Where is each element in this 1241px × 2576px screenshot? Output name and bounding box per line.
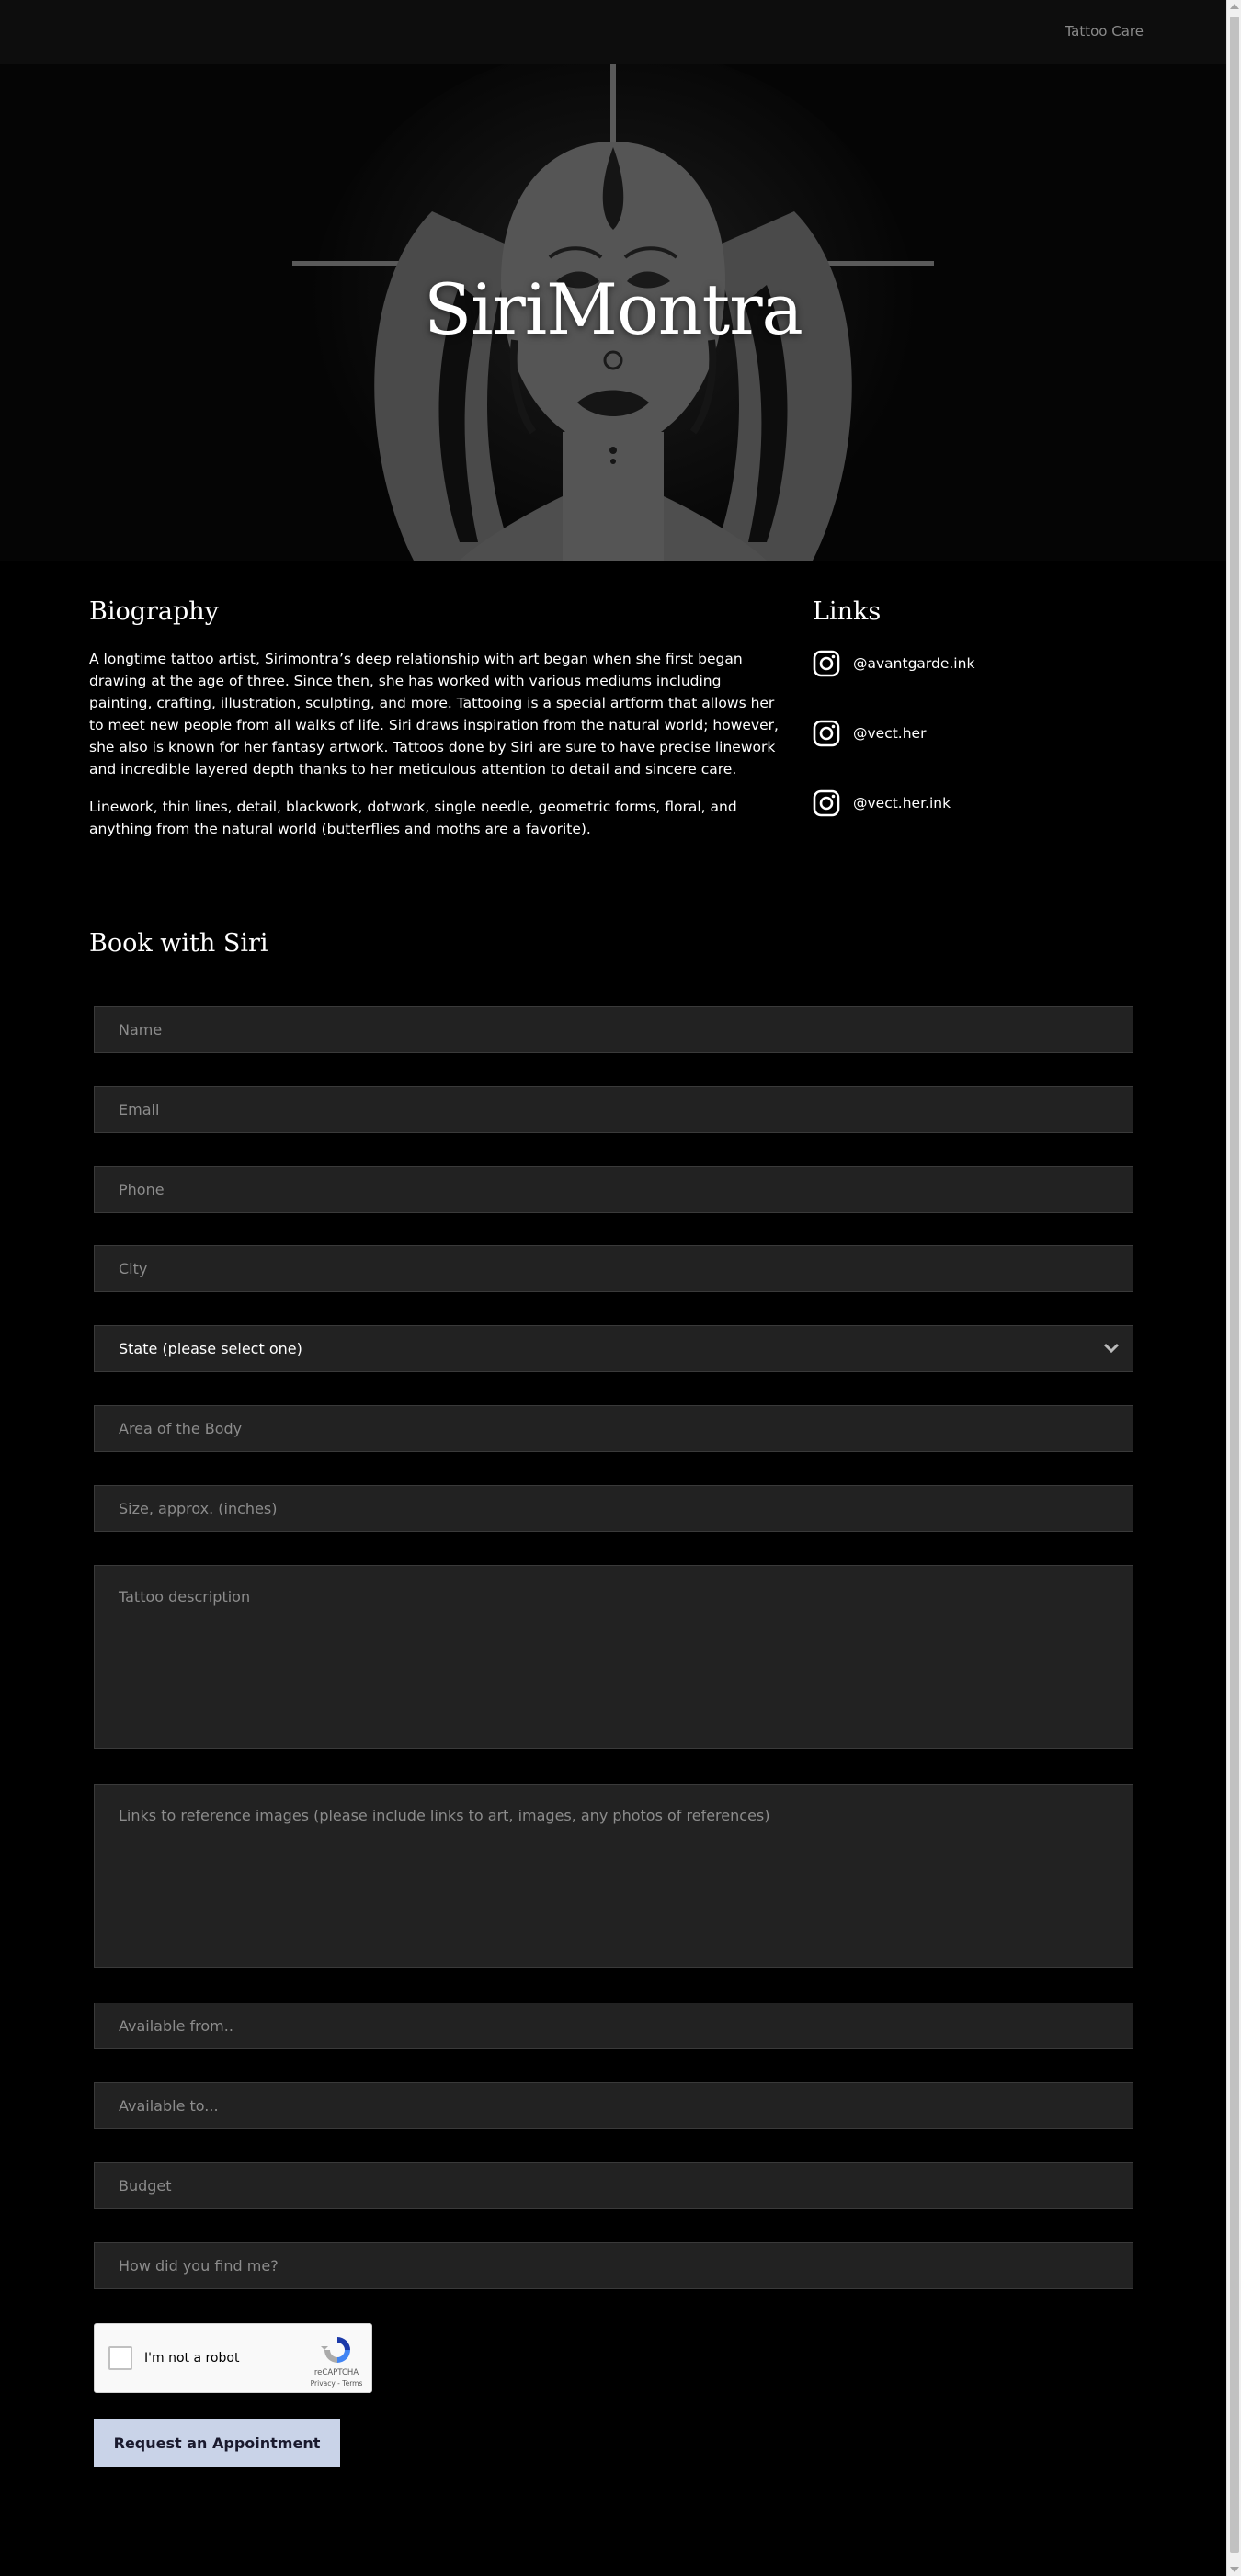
name-field[interactable] [94,1006,1133,1053]
phone-field[interactable] [94,1166,1133,1213]
scroll-down-icon[interactable] [1230,2567,1239,2572]
biography-text: A longtime tattoo artist, Sirimontra’s deep relationship with art began when she first began drawing at the age of three. Since then, she has worked with various mediums including painting, crafting, illustration, sculpting, and more. Tattooing is a special artform that allows her to meet new people from all walks of life. Siri draws inspiration from the natural world; however, she also is known for her fantasy artwork. Tattoos done by Siri are sure to have precise linework and incredible layered depth thanks to her meticulous attention to detail and sincere care. [89,651,779,777]
top-nav [0,0,1226,64]
recaptcha-checkbox[interactable] [108,2346,132,2370]
recaptcha-terms-link[interactable]: Privacy - Terms [310,2379,363,2388]
vertical-scrollbar[interactable] [1226,0,1241,2576]
available-from-field[interactable] [94,2003,1133,2049]
hero-banner [0,64,1226,561]
instagram-icon [813,650,840,677]
reference-links-field[interactable] [94,1784,1133,1968]
hero-title: SiriMontra [424,268,803,350]
links-section [813,597,1144,811]
budget-field[interactable] [94,2162,1133,2209]
email-field[interactable] [94,1086,1133,1133]
biography-section [89,597,779,837]
body-area-field[interactable] [94,1405,1133,1452]
nav-link-tattoo-care[interactable]: Tattoo Care [1065,23,1144,40]
instagram-icon [813,789,840,817]
link-vect-her[interactable] [813,719,926,748]
chevron-down-icon [1103,1342,1120,1355]
link-avantgarde-ink[interactable] [813,649,974,678]
available-to-field[interactable] [94,2082,1133,2129]
scroll-up-icon[interactable] [1230,4,1239,9]
link-label: @vect.her [853,725,927,742]
recaptcha-label: I'm not a robot [144,2351,240,2366]
links-heading: Links [813,597,882,626]
instagram-icon [813,720,840,747]
link-vect-her-ink[interactable] [813,789,951,818]
scrollbar-thumb[interactable] [1230,17,1239,2553]
recaptcha-icon [321,2333,354,2366]
link-label: @avantgarde.ink [853,655,975,672]
request-appointment-button[interactable]: Request an Appointment [94,2419,340,2467]
biography-heading: Biography [89,597,219,626]
recaptcha-brand: reCAPTCHA [313,2368,359,2377]
referral-source-field[interactable] [94,2242,1133,2289]
recaptcha-widget [94,2323,372,2393]
state-select[interactable] [94,1325,1133,1372]
size-field[interactable] [94,1485,1133,1532]
link-label: @vect.her.ink [853,795,951,811]
tattoo-description-field[interactable] [94,1565,1133,1749]
city-field[interactable] [94,1245,1133,1292]
booking-heading: Book with Siri [89,929,268,958]
style-text: Linework, thin lines, detail, blackwork, dotwork, single needle, geometric forms, floral, and anything from the natural world (butterflies and moths are a favorite). [89,799,737,837]
state-select-value: State (please select one) [119,1340,302,1357]
